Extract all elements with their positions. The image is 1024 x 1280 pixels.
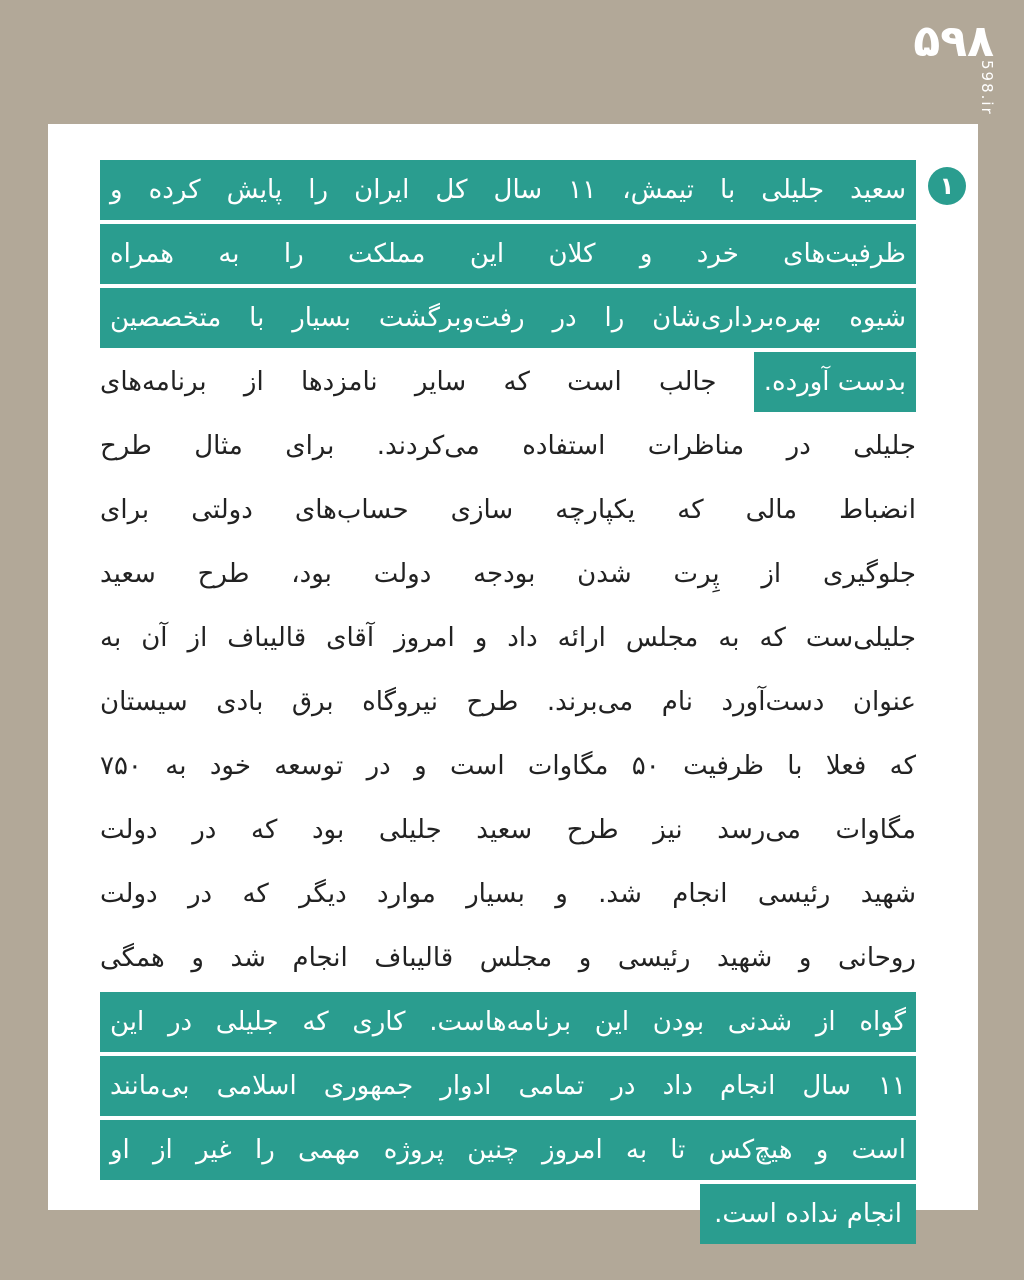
text-line (100, 352, 916, 416)
text-line: ظرفیت‌های خرد و کلان این مملکت را به همراه (100, 224, 916, 288)
text-line: ۱۱ سال انجام داد در تمامی ادوار جمهوری اسلامی بی‌مانند (100, 1056, 916, 1120)
text-line: جلیلی در مناظرات استفاده می‌کردند. برای مثال طرح (100, 431, 916, 461)
text-line (100, 1184, 916, 1248)
text-line: عنوان دست‌آورد نام می‌برند. طرح نیروگاه برق بادی سیستان (100, 687, 916, 717)
text-card (48, 124, 978, 1229)
brand-logo: ۵۹۸ (913, 16, 994, 67)
number-marker: ۱ (928, 167, 966, 205)
text-line: جلوگیری از پِرت شدن بودجه دولت بود، طرح سعید (100, 559, 916, 589)
highlight-part: بدست آورده. (754, 352, 916, 412)
highlight-part: انجام نداده است. (700, 1184, 916, 1244)
text-line: که فعلا با ظرفیت ۵۰ مگاوات است و در توسعه خود به ۷۵۰ (100, 751, 916, 781)
plain-part: جالب است که سایر نامزدها از برنامه‌های (100, 367, 717, 397)
site-url: 598.ir (978, 60, 996, 116)
paragraph (100, 160, 916, 1248)
text-line: مگاوات می‌رسد نیز طرح سعید جلیلی بود که در دولت (100, 815, 916, 845)
text-line: جلیلی‌ست که به مجلس ارائه داد و امروز آقای قالیباف از آن به (100, 623, 916, 653)
text-line: شیوه بهره‌برداری‌شان را در رفت‌وبرگشت بسیار با متخصصین (100, 288, 916, 352)
text-line: است و هیچ‌کس تا به امروز چنین پروژه مهمی را غیر از او (100, 1120, 916, 1184)
text-line: گواه از شدنی بودن این برنامه‌هاست. کاری که جلیلی در این (100, 992, 916, 1056)
text-line: انضباط مالی که یکپارچه سازی حساب‌های دولتی برای (100, 495, 916, 525)
text-line: روحانی و شهید رئیسی و مجلس قالیباف انجام شد و همگی (100, 943, 916, 973)
text-line: سعید جلیلی با تیمش، ۱۱ سال کل ایران را پایش کرده و (100, 160, 916, 224)
text-line: شهید رئیسی انجام شد. و بسیار موارد دیگر که در دولت (100, 879, 916, 909)
